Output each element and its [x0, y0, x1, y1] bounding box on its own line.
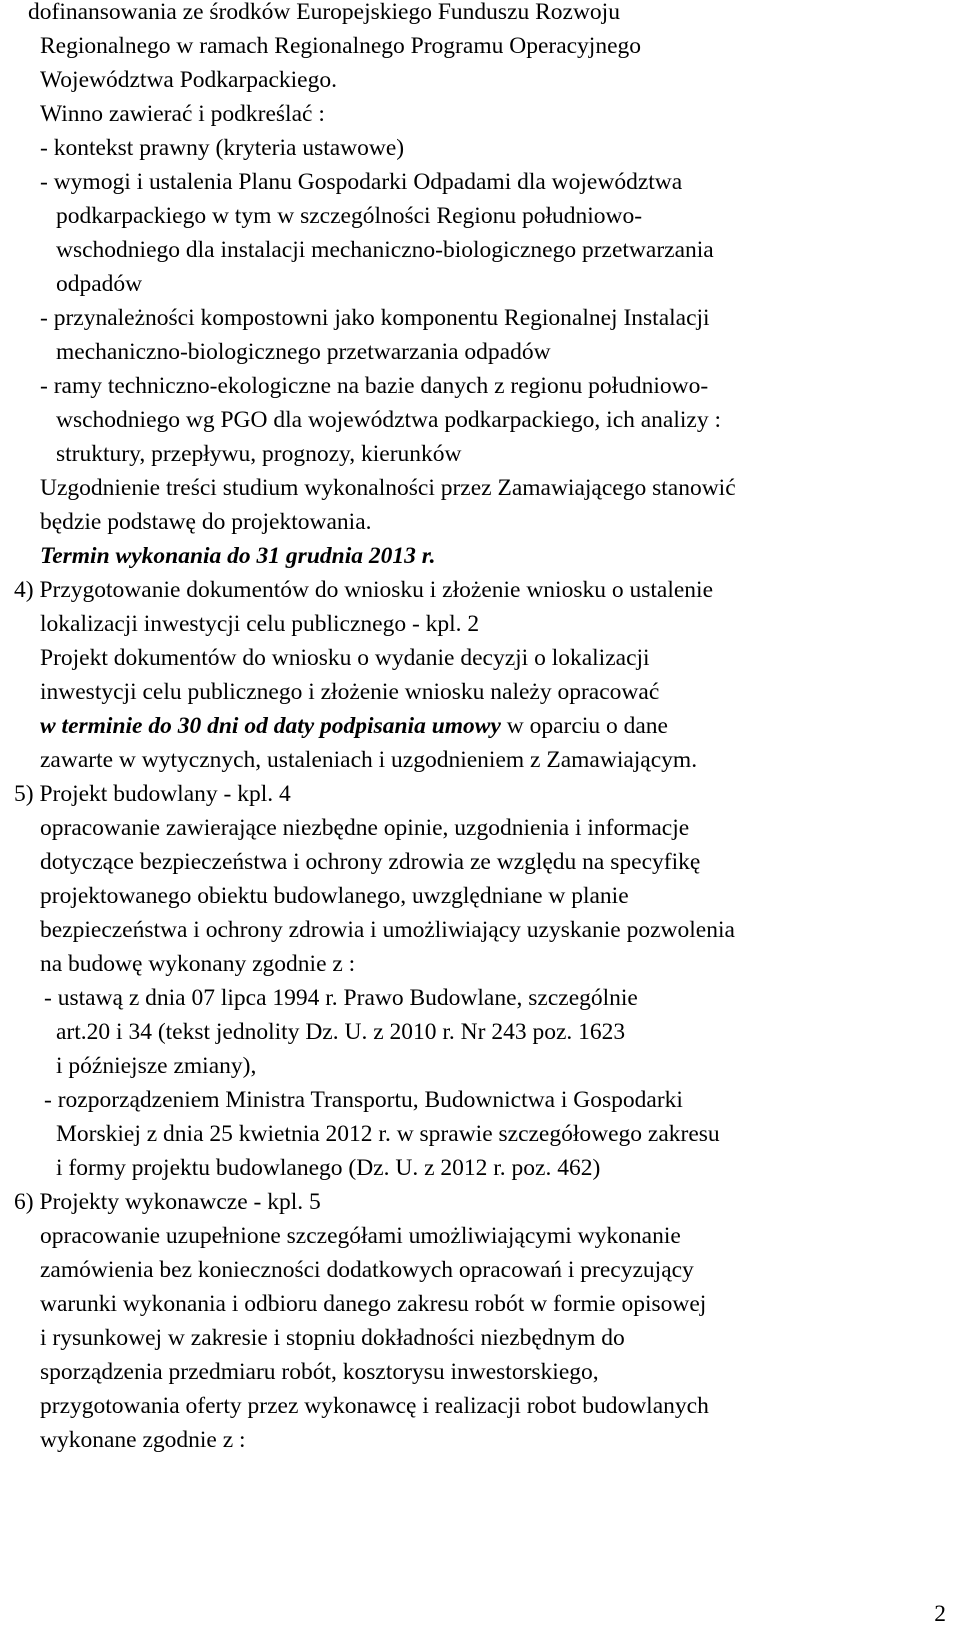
- text-line: dofinansowania ze środków Europejskiego Funduszu Rozwoju: [28, 0, 620, 25]
- text-line: warunki wykonania i odbioru danego zakresu robót w formie opisowej: [40, 1291, 707, 1317]
- deadline-emphasis: w terminie do 30 dni od daty podpisania umowy: [40, 713, 501, 739]
- text-line: - ramy techniczno-ekologiczne na bazie danych z regionu południowo-: [40, 373, 709, 399]
- text-line: sporządzenia przedmiaru robót, kosztorysu inwestorskiego,: [40, 1359, 599, 1385]
- text-line: Morskiej z dnia 25 kwietnia 2012 r. w sprawie szczegółowego zakresu: [56, 1121, 720, 1147]
- text-line: - ustawą z dnia 07 lipca 1994 r. Prawo Budowlane, szczególnie: [44, 985, 638, 1011]
- text-line: Regionalnego w ramach Regionalnego Programu Operacyjnego: [40, 33, 642, 59]
- text-line: i rysunkowej w zakresie i stopniu dokładności niezbędnym do: [40, 1325, 625, 1351]
- text-line: - rozporządzeniem Ministra Transportu, Budownictwa i Gospodarki: [44, 1087, 683, 1113]
- text-line: wschodniego wg PGO dla województwa podkarpackiego, ich analizy :: [56, 407, 721, 433]
- text-line: przygotowania oferty przez wykonawcę i realizacji robot budowlanych: [40, 1393, 709, 1419]
- text-line: [40, 711, 668, 741]
- text-line: zamówienia bez konieczności dodatkowych opracowań i precyzujący: [40, 1257, 694, 1283]
- text-line: inwestycji celu publicznego i złożenie wniosku należy opracować: [40, 679, 660, 705]
- page-number: 2: [934, 1601, 946, 1627]
- section-heading: 6) Projekty wykonawcze - kpl. 5: [14, 1189, 321, 1215]
- text-line: odpadów: [56, 271, 143, 297]
- text-line: Województwa Podkarpackiego.: [40, 67, 337, 93]
- text-line: Uzgodnienie treści studium wykonalności przez Zamawiającego stanowić: [40, 475, 736, 501]
- section-heading: 5) Projekt budowlany - kpl. 4: [14, 781, 291, 807]
- text-line: wykonane zgodnie z :: [40, 1427, 246, 1453]
- text-line: Projekt dokumentów do wniosku o wydanie decyzji o lokalizacji: [40, 645, 650, 671]
- text-line: opracowanie uzupełnione szczegółami umożliwiającymi wykonanie: [40, 1223, 681, 1249]
- section-heading: 4) Przygotowanie dokumentów do wniosku i złożenie wniosku o ustalenie: [14, 577, 713, 603]
- text-fragment: w oparciu o dane: [500, 713, 668, 739]
- deadline-line: Termin wykonania do 31 grudnia 2013 r.: [40, 543, 436, 569]
- text-line: podkarpackiego w tym w szczególności Regionu południowo-: [56, 203, 643, 229]
- text-line: zawarte w wytycznych, ustaleniach i uzgodnieniem z Zamawiającym.: [40, 747, 698, 773]
- text-line: i formy projektu budowlanego (Dz. U. z 2012 r. poz. 462): [56, 1155, 601, 1181]
- text-line: mechaniczno-biologicznego przetwarzania odpadów: [56, 339, 551, 365]
- text-line: - przynależności kompostowni jako komponentu Regionalnej Instalacji: [40, 305, 710, 331]
- text-line: opracowanie zawierające niezbędne opinie, uzgodnienia i informacje: [40, 815, 690, 841]
- text-line: dotyczące bezpieczeństwa i ochrony zdrowia ze względu na specyfikę: [40, 849, 701, 875]
- text-line: bezpieczeństwa i ochrony zdrowia i umożliwiający uzyskanie pozwolenia: [40, 917, 735, 943]
- text-line: - kontekst prawny (kryteria ustawowe): [40, 135, 405, 161]
- text-line: na budowę wykonany zgodnie z :: [40, 951, 356, 977]
- text-line: - wymogi i ustalenia Planu Gospodarki Odpadami dla województwa: [40, 169, 683, 195]
- text-line: będzie podstawę do projektowania.: [40, 509, 372, 535]
- text-line: projektowanego obiektu budowlanego, uwzględniane w planie: [40, 883, 629, 909]
- text-line: wschodniego dla instalacji mechaniczno-biologicznego przetwarzania: [56, 237, 714, 263]
- text-line: struktury, przepływu, prognozy, kierunków: [56, 441, 462, 467]
- text-line: art.20 i 34 (tekst jednolity Dz. U. z 2010 r. Nr 243 poz. 1623: [56, 1019, 626, 1045]
- text-line: Winno zawierać i podkreślać :: [40, 101, 325, 127]
- text-line: i późniejsze zmiany),: [56, 1053, 257, 1079]
- text-line: lokalizacji inwestycji celu publicznego - kpl. 2: [40, 611, 480, 637]
